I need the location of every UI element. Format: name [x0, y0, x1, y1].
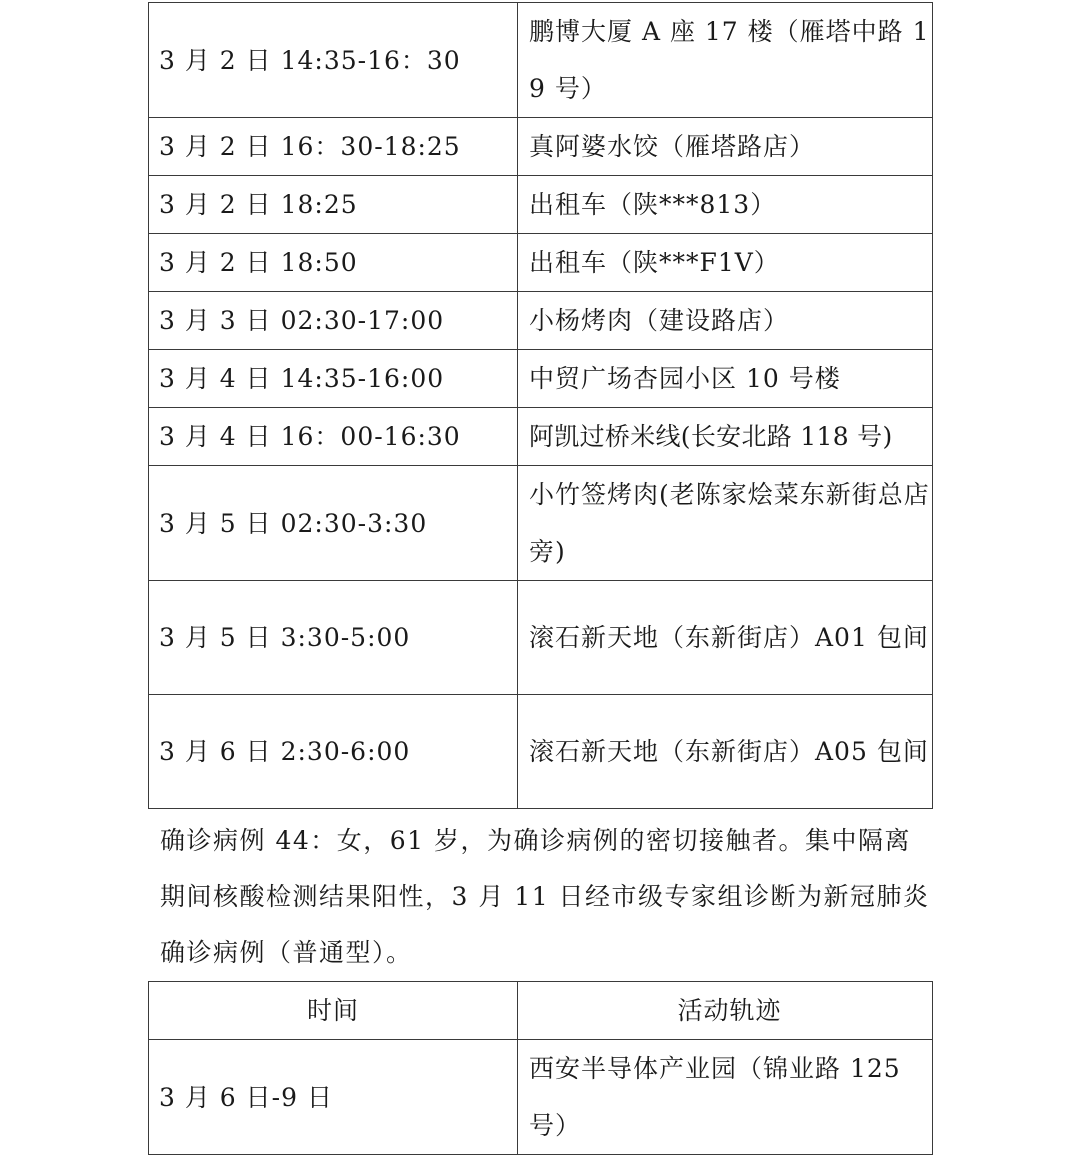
- table-row: [149, 581, 933, 695]
- table-row: [149, 234, 933, 292]
- case-44-description: 确诊病例 44：女，61 岁，为确诊病例的密切接触者。集中隔离期间核酸检测结果阳性，3 月 11 日经市级专家组诊断为新冠肺炎确诊病例（普通型）。: [160, 826, 930, 967]
- table-row: [149, 176, 933, 234]
- place-cell: 小杨烤肉（建设路店）: [518, 292, 933, 350]
- trajectory-table-2: [148, 981, 933, 1155]
- table-row: [149, 292, 933, 350]
- table-row: [149, 3, 933, 118]
- header-time: 时间: [149, 982, 518, 1040]
- place-cell: 鹏博大厦 A 座 17 楼（雁塔中路 19 号）: [518, 3, 933, 118]
- table-row: [149, 466, 933, 581]
- time-cell: 3 月 2 日 16：30-18:25: [149, 118, 518, 176]
- place-cell: 真阿婆水饺（雁塔路店）: [518, 118, 933, 176]
- place-cell: 出租车（陕***F1V）: [518, 234, 933, 292]
- table-row: [149, 350, 933, 408]
- table-header-row: [149, 982, 933, 1040]
- place-cell: 阿凯过桥米线(长安北路 118 号): [518, 408, 933, 466]
- table-row: [149, 1040, 933, 1155]
- place-cell: 滚石新天地（东新街店）A01 包间: [518, 581, 933, 695]
- time-cell: 3 月 3 日 02:30-17:00: [149, 292, 518, 350]
- place-cell: 出租车（陕***813）: [518, 176, 933, 234]
- time-cell: 3 月 4 日 16：00-16:30: [149, 408, 518, 466]
- table-row: [149, 695, 933, 809]
- trajectory-table-1: [148, 2, 933, 809]
- time-cell: 3 月 5 日 3:30-5:00: [149, 581, 518, 695]
- table-row: [149, 118, 933, 176]
- time-cell: 3 月 4 日 14:35-16:00: [149, 350, 518, 408]
- time-cell: 3 月 5 日 02:30-3:30: [149, 466, 518, 581]
- time-cell: 3 月 6 日-9 日: [149, 1040, 518, 1155]
- place-cell: 滚石新天地（东新街店）A05 包间: [518, 695, 933, 809]
- place-cell: 小竹签烤肉(老陈家烩菜东新街总店旁): [518, 466, 933, 581]
- time-cell: 3 月 2 日 14:35-16：30: [149, 3, 518, 118]
- header-place: 活动轨迹: [518, 982, 933, 1040]
- table-row: [149, 408, 933, 466]
- place-cell: 西安半导体产业园（锦业路 125 号）: [518, 1040, 933, 1155]
- place-cell: 中贸广场杏园小区 10 号楼: [518, 350, 933, 408]
- time-cell: 3 月 2 日 18:50: [149, 234, 518, 292]
- time-cell: 3 月 2 日 18:25: [149, 176, 518, 234]
- time-cell: 3 月 6 日 2:30-6:00: [149, 695, 518, 809]
